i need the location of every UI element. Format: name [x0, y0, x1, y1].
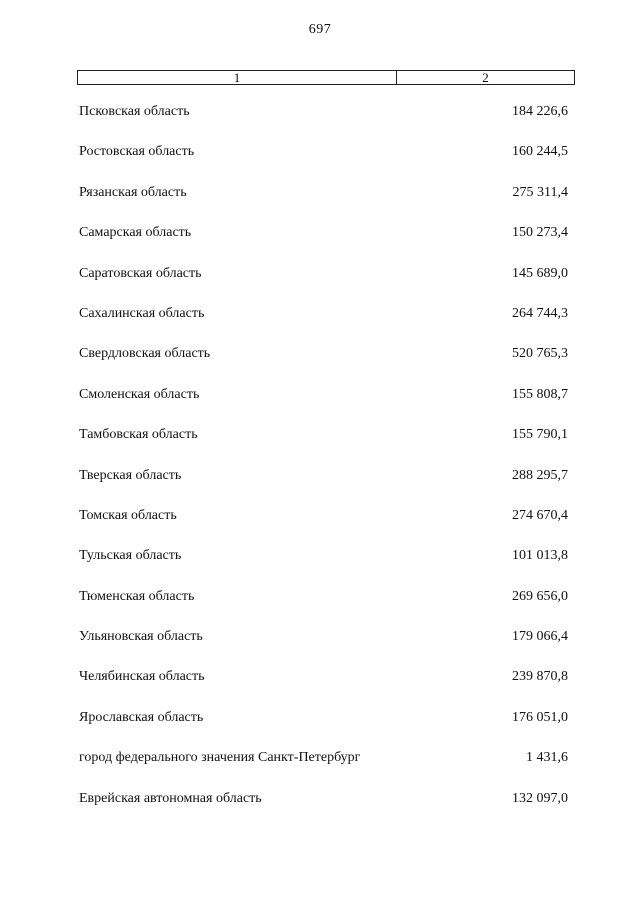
region-value: 160 244,5 — [512, 144, 568, 160]
region-name: Ярославская область — [79, 709, 204, 725]
table-row — [0, 104, 640, 144]
region-value: 155 790,1 — [512, 427, 568, 443]
table-row — [0, 346, 640, 386]
region-name: Еврейская автономная область — [79, 790, 262, 806]
region-value: 155 808,7 — [512, 386, 568, 402]
table-row — [0, 750, 640, 790]
region-name: Ростовская область — [79, 144, 195, 160]
region-value: 101 013,8 — [512, 548, 568, 564]
table-row — [0, 185, 640, 225]
region-name: Томская область — [79, 507, 177, 523]
table-row — [0, 629, 640, 669]
region-value: 269 656,0 — [512, 588, 568, 604]
region-name: Саратовская область — [79, 265, 202, 281]
region-value: 274 670,4 — [512, 507, 568, 523]
region-value: 184 226,6 — [512, 104, 568, 119]
table-row — [0, 468, 640, 508]
region-name: Тамбовская область — [79, 427, 198, 443]
region-name: Тюменская область — [79, 588, 195, 604]
region-name: Ульяновская область — [79, 629, 203, 645]
table-row — [0, 427, 640, 467]
region-value: 150 273,4 — [512, 225, 568, 241]
table-row — [0, 144, 640, 184]
region-value: 264 744,3 — [512, 305, 568, 321]
table-row — [0, 225, 640, 265]
region-value: 179 066,4 — [512, 629, 568, 645]
table-body — [0, 104, 640, 831]
table-row — [0, 710, 640, 750]
table-header-col-1: 1 — [78, 71, 397, 84]
region-value: 132 097,0 — [512, 790, 568, 806]
region-name: Тульская область — [79, 548, 182, 564]
table-header-col-2: 2 — [482, 70, 489, 85]
region-value: 1 431,6 — [526, 750, 568, 766]
region-value: 275 311,4 — [512, 184, 568, 200]
region-name: Тверская область — [79, 467, 182, 483]
region-value: 520 765,3 — [512, 346, 568, 362]
table-row — [0, 508, 640, 548]
page-number: 697 — [308, 22, 332, 37]
region-value: 288 295,7 — [512, 467, 568, 483]
region-name: город федерального значения Санкт-Петербург — [79, 750, 361, 766]
region-name: Свердловская область — [79, 346, 211, 362]
table-row — [0, 791, 640, 831]
region-name: Челябинская область — [79, 669, 205, 685]
region-name: Смоленская область — [79, 386, 200, 402]
table-row — [0, 266, 640, 306]
region-value: 145 689,0 — [512, 265, 568, 281]
region-name: Рязанская область — [79, 184, 187, 200]
table-header — [77, 70, 575, 85]
region-name: Самарская область — [79, 225, 192, 241]
table-row — [0, 306, 640, 346]
region-value: 239 870,8 — [512, 669, 568, 685]
region-name: Псковская область — [79, 104, 190, 119]
region-value: 176 051,0 — [512, 709, 568, 725]
table-row — [0, 387, 640, 427]
table-row — [0, 548, 640, 588]
table-row — [0, 589, 640, 629]
table-row — [0, 669, 640, 709]
region-name: Сахалинская область — [79, 305, 205, 321]
